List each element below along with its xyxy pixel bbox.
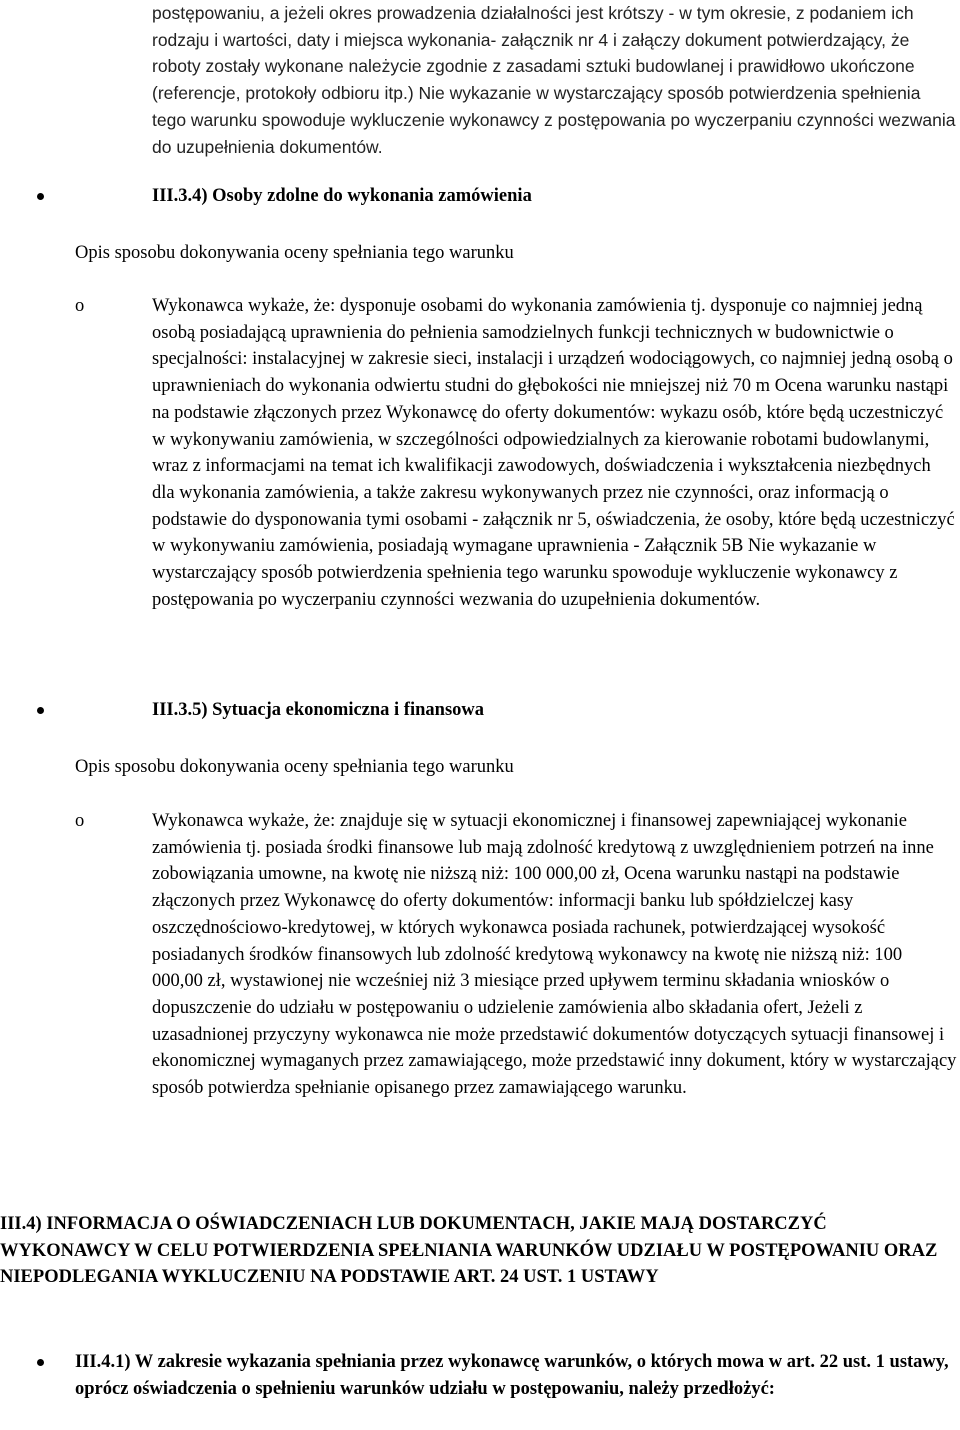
section-heading-iii-3-5: III.3.5) Sytuacja ekonomiczna i finansowa [152, 697, 957, 724]
section-heading-iii-4: III.4) INFORMACJA O OŚWIADCZENIACH LUB DOKUMENTACH, JAKIE MAJĄ DOSTARCZYĆ WYKONAWCY W CELU POTWIERDZENIA SPEŁNIANIA WARUNKÓW UDZIAŁU W POSTĘPOWANIU ORAZ NIEPODLEGANIA WYKLUCZENIU NA PODSTAWIE ART. 24 UST. 1 USTAWY [0, 1214, 938, 1288]
section-subheading-iii-3-4: Opis sposobu dokonywania oceny spełniania tego warunku [75, 243, 514, 263]
list-item-iii-4-1: III.4.1) W zakresie wykazania spełniania przez wykonawcę warunków, o których mowa w art. 22 ust. 1 ustawy, oprócz oświadczenia o spełnieniu warunków udziału w postępowaniu, należy przedłożyć: [75, 1349, 950, 1402]
section-subheading-iii-3-5: Opis sposobu dokonywania oceny spełniania tego warunku [75, 757, 514, 777]
list-item-iii-3-5: o Wykonawca wykaże, że: znajduje się w sytuacji ekonomicznej i finansowej zapewniającej wykonanie zamówienia tj. posiada środki finansowe lub mają zdolność kredytową z uwzględnieniem potrzeń na inne zobowiązania umowne, na kwotę nie niższą niż: 100 000,00 zł, Ocena warunku nastąpi na podstawie złączonych przez Wykonawcę do oferty dokumentów: informacji banku lub spółdzielczej kasy oszczędnościowo-kredytowej, w których wykonawca posiada rachunek, potwierdzającej wysokość posiadanych środków finansowych lub zdolność kredytową wykonawcy na kwotę nie niższą niż: 100 000,00 zł, wystawionej nie wcześniej niż 3 miesiące przed upływem terminu składania wniosków o dopuszczenie do udziału w postępowaniu o udzielenie zamówienia albo składania ofert, Jeżeli z uzasadnionej przyczyny wykonawca nie może przedstawić dokumentów dotyczących sytuacji finansowej i ekonomicznej wymaganych przez zamawiającego, może przedstawić inny dokument, który w wystarczający sposób potwierdza spełnianie opisanego przez zamawiającego warunku. [152, 808, 957, 1102]
intro-paragraph: postępowaniu, a jeżeli okres prowadzenia działalności jest krótszy - w tym okresie, z podaniem ich rodzaju i wartości, daty i miejsca wykonania- załącznik nr 4 i załączy dokument potwierdzający, że roboty zostały wykonane należycie zgodnie z zasadami sztuki budowlanej i prawidłowo ukończone (referencje, protokoły odbioru itp.) Nie wykazanie w wystarczający sposób potwierdzenia spełnienia tego warunku spowoduje wykluczenie wykonawcy z postępowania po wyczerpaniu czynności wezwania do uzupełnienia dokumentów. [152, 3, 956, 157]
list-item-iii-3-4: o Wykonawca wykaże, że: dysponuje osobami do wykonania zamówienia tj. dysponuje co najmniej jedną osobą posiadającą uprawnienia do pełnienia samodzielnych funkcji technicznych w budownictwie o specjalności: instalacyjnej w zakresie sieci, instalacji i urządzeń wodociągowych, co najmniej jedną osobą o uprawnieniach do wykonania odwiertu studni do głębokości nie mniejszej niż 70 m Ocena warunku nastąpi na podstawie złączonych przez Wykonawcę do oferty dokumentów: wykazu osób, które będą uczestniczyć w wykonywaniu zamówienia, w szczególności odpowiedzialnych za kierowanie robotami budowlanymi, wraz z informacjami na temat ich kwalifikacji zawodowych, doświadczenia i wykształcenia niezbędnych dla wykonania zamówienia, a także zakresu wykonywanych przez nie czynności, oraz informacją o podstawie do dysponowania tymi osobami - załącznik nr 5, oświadczenia, że osoby, które będą uczestniczyć w wykonywaniu zamówienia, posiadają wymagane uprawnienia - Załącznik 5B Nie wykazanie w wystarczający sposób potwierdzenia spełnienia tego warunku spowoduje wykluczenie wykonawcy z postępowania po wyczerpaniu czynności wezwania do uzupełnienia dokumentów. [152, 293, 957, 613]
section-heading-iii-3-4: III.3.4) Osoby zdolne do wykonania zamówienia [152, 183, 957, 210]
